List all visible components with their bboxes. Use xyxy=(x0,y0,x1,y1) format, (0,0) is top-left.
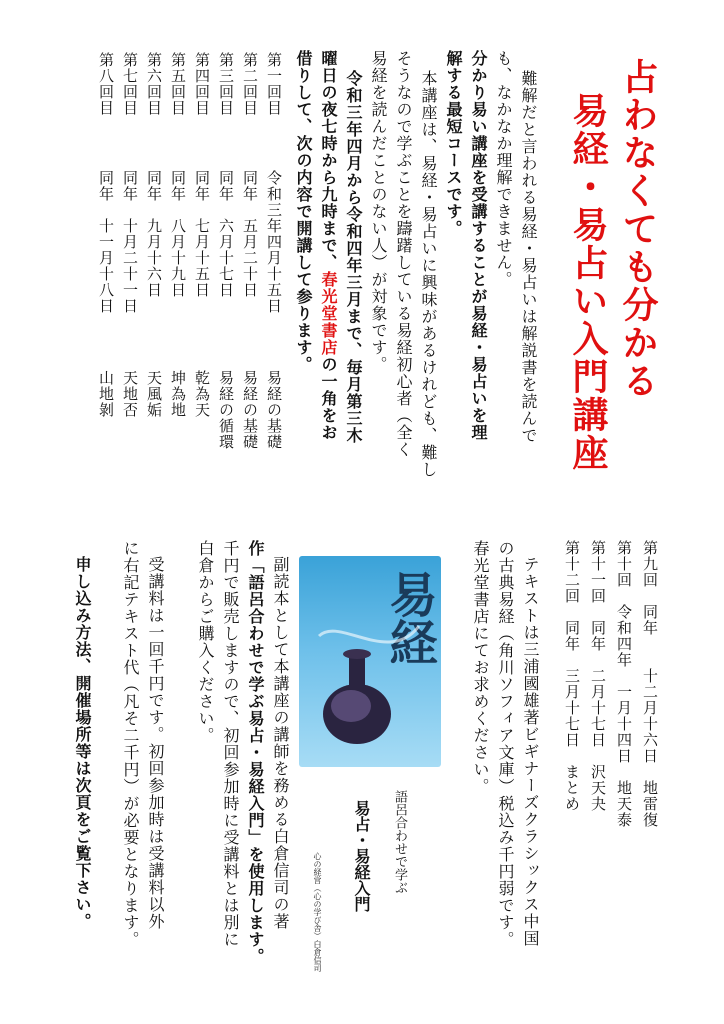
schedule-session: 第二回目 xyxy=(241,52,259,116)
book-cover-image xyxy=(299,556,441,767)
bookstore-name: 春光堂書店 xyxy=(319,271,338,356)
book-caption-small: 語呂合わせで学ぶ xyxy=(392,790,407,894)
schedule-session: 第三回目 xyxy=(217,52,235,116)
textbook-line: の古典易経（角川ソフィア文庫）税込み千円弱です。 xyxy=(496,540,515,948)
title-line-2: 易経・易占い入門講座 xyxy=(567,92,608,472)
intro-line: 分かり易い講座を受講することが易経・易占いを理 xyxy=(469,50,488,441)
book-caption-author: 心の経営（心の学び舎）白倉信司 xyxy=(313,852,322,972)
schedule-topic: 天地否 xyxy=(121,370,139,418)
schedule-date: 同年 十月二十一日 xyxy=(121,170,139,314)
side-reader-line: 作「語呂合わせで学ぶ易占・易経入門」を使用します。 xyxy=(246,540,265,965)
application-note: 申し込み方法、開催場所等は次頁をご覧下さい。 xyxy=(73,556,92,930)
side-reader-line: 千円で販売しますので、初回参加時に受講料とは別に xyxy=(221,540,240,948)
side-reader-line: 白倉からご購入ください。 xyxy=(196,540,215,744)
schedule-date: 同年 六月十七日 xyxy=(217,170,235,298)
schedule-topic: 易経の循環 xyxy=(217,370,235,450)
fee-line: に右記テキスト代（凡そ二千円）が必要となります。 xyxy=(121,540,140,948)
schedule-session: 第四回目 xyxy=(193,52,211,116)
schedule-date: 令和三年四月十五日 xyxy=(265,170,283,314)
schedule-row: 第十回 令和四年 一月十四日 地天泰 xyxy=(615,540,633,828)
schedule-session: 第五回目 xyxy=(169,52,187,116)
schedule-date: 同年 五月二十日 xyxy=(241,170,259,298)
intro-line: 本講座は、易経・易占いに興味があるけれども、難し xyxy=(419,70,438,478)
schedule-topic: 天風姤 xyxy=(145,370,163,418)
schedule-topic: 坤為地 xyxy=(169,370,187,418)
vase-illustration xyxy=(299,556,441,767)
schedule-date: 同年 七月十五日 xyxy=(193,170,211,298)
intro-line: も、なかなか理解できません。 xyxy=(494,50,513,288)
schedule-topic: 易経の基礎 xyxy=(265,370,283,450)
textbook-line: テキストは三浦國雄著ビギナーズクラシックス中国 xyxy=(521,556,540,947)
intro-line: そうなので学ぶことを躊躇している易経初心者（全く xyxy=(394,50,413,458)
title-line-1: 占わなくても分かる xyxy=(617,58,658,400)
intro-line: 難解だと言われる易経・易占いは解説書を読んで xyxy=(519,70,538,444)
intro-line: 曜日の夜七時から九時まで、春光堂書店の一角をお xyxy=(319,50,338,441)
intro-line: 解する最短コースです。 xyxy=(444,50,463,237)
book-cover-title: 易経 xyxy=(381,570,437,666)
intro-line: 易経を読んだことのない人）が対象です。 xyxy=(369,50,388,373)
textbook-line: 春光堂書店にてお求めください。 xyxy=(471,540,490,795)
schedule-date: 同年 八月十九日 xyxy=(169,170,187,298)
schedule-session: 第六回目 xyxy=(145,52,163,116)
schedule-date: 同年 九月十六日 xyxy=(145,170,163,298)
schedule-topic: 易経の基礎 xyxy=(241,370,259,450)
schedule-row: 第十二回 同年 三月十七日 まとめ xyxy=(563,540,581,812)
intro-line: 借りして、次の内容で開講して参ります。 xyxy=(294,50,313,373)
intro-line: 令和三年四月から令和四年三月まで、毎月第三木 xyxy=(344,70,363,444)
schedule-session: 第八回目 xyxy=(97,52,115,116)
schedule-row: 第十一回 同年 二月十七日 沢天夬 xyxy=(589,540,607,812)
schedule-topic: 乾為天 xyxy=(193,370,211,418)
book-caption-title: 易占・易経入門 xyxy=(352,800,371,912)
schedule-topic: 山地剝 xyxy=(97,370,115,418)
fee-line: 受講料は一回千円です。初回参加時は受講料以外 xyxy=(146,556,165,930)
schedule-row: 第九回 同年 十二月十六日 地雷復 xyxy=(641,540,659,828)
side-reader-line: 副読本として本講座の講師を務める白倉信司の著 xyxy=(271,556,290,930)
schedule-session: 第一回目 xyxy=(265,52,283,116)
schedule-date: 同年 十一月十八日 xyxy=(97,170,115,314)
schedule-session: 第七回目 xyxy=(121,52,139,116)
